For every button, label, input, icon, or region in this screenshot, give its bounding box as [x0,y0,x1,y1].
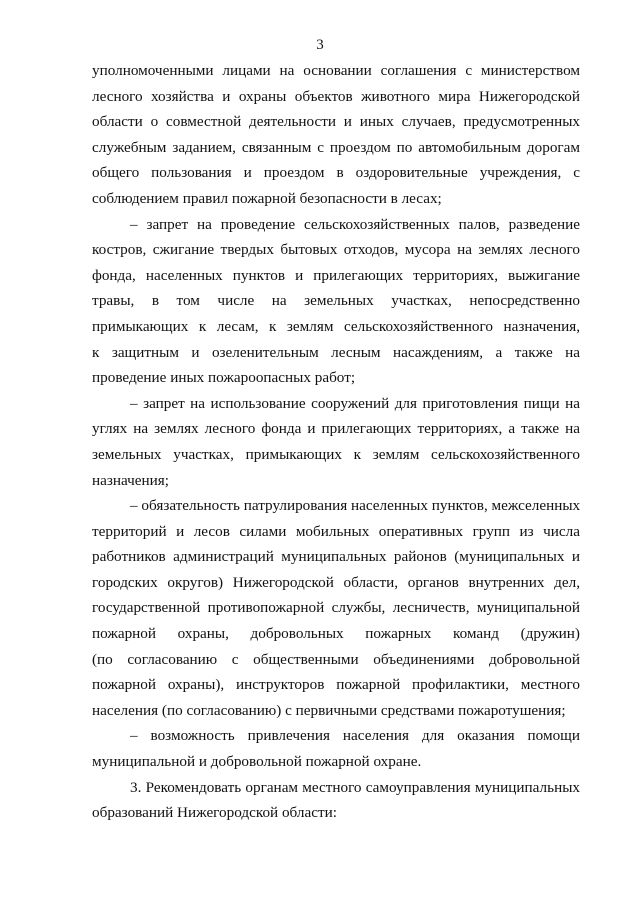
text-line: государственной противопожарной службы, лесничеств, муниципальной [92,599,580,617]
text-line: уполномоченными лицами на основании соглашения с министерством [92,62,580,79]
text-line: – возможность привлечения населения для оказания помощи [130,727,580,745]
text-line: к защитным и озеленительным лесным насаждениям, а также на [92,343,580,361]
paragraph [92,775,580,826]
text-line: населения (по согласованию) с первичными средствами пожаротушения; [92,701,566,719]
paragraph [92,493,580,723]
paragraph [92,391,580,493]
page-number: 3 [316,37,324,53]
text-line: – запрет на использование сооружений для приготовления пищи на [130,394,580,412]
text-line: лесного хозяйства и охраны объектов животного мира Нижегородской [92,87,580,105]
text-line: травы, в том числе на земельных участках, непосредственно [92,292,580,310]
text-line: земельных участках, примыкающих к землям сельскохозяйственного [92,445,580,463]
text-line: – запрет на проведение сельскохозяйственных палов, разведение [130,215,580,233]
text-line: углях на землях лесного фонда и прилегающих территориях, а также на [92,420,580,438]
text-line: области о совместной деятельности и иных случаев, предусмотренных [92,113,580,131]
text-line: соблюдением правил пожарной безопасности в лесах; [92,189,442,207]
text-line: общего пользования и проездом в оздоровительные учреждения, с [92,164,580,182]
text-line: назначения; [92,471,169,489]
paragraph [92,58,580,212]
text-line: пожарной охраны, добровольных пожарных команд (дружин) [92,625,580,643]
text-line: проведение иных пожароопасных работ; [92,369,356,387]
paragraph [92,212,580,391]
text-line: пожарной охраны), инструкторов пожарной профилактики, местного [92,676,580,694]
document-body [92,58,580,826]
text-line: 3. Рекомендовать органам местного самоуправления муниципальных [130,778,580,796]
text-line: городских округов) Нижегородской области, органов внутренних дел, [92,573,580,591]
text-line: работников администраций муниципальных районов (муниципальных и [92,548,580,566]
text-line: образований Нижегородской области: [92,804,337,822]
text-line: фонда, населенных пунктов и прилегающих территориях, выжигание [92,266,580,284]
text-line: костров, сжигание твердых бытовых отходов, мусора на землях лесного [92,241,580,259]
text-line: муниципальной и добровольной пожарной охране. [92,753,422,771]
text-line: (по согласованию с общественными объединениями добровольной [92,650,580,668]
paragraph [92,723,580,774]
text-line: – обязательность патрулирования населенных пунктов, межселенных [130,497,580,515]
text-line: примыкающих к лесам, к землям сельскохозяйственного назначения, [92,317,580,335]
text-line: территорий и лесов силами мобильных оперативных групп из числа [92,522,580,540]
text-line: служебным заданием, связанным с проездом по автомобильным дорогам [92,138,580,156]
